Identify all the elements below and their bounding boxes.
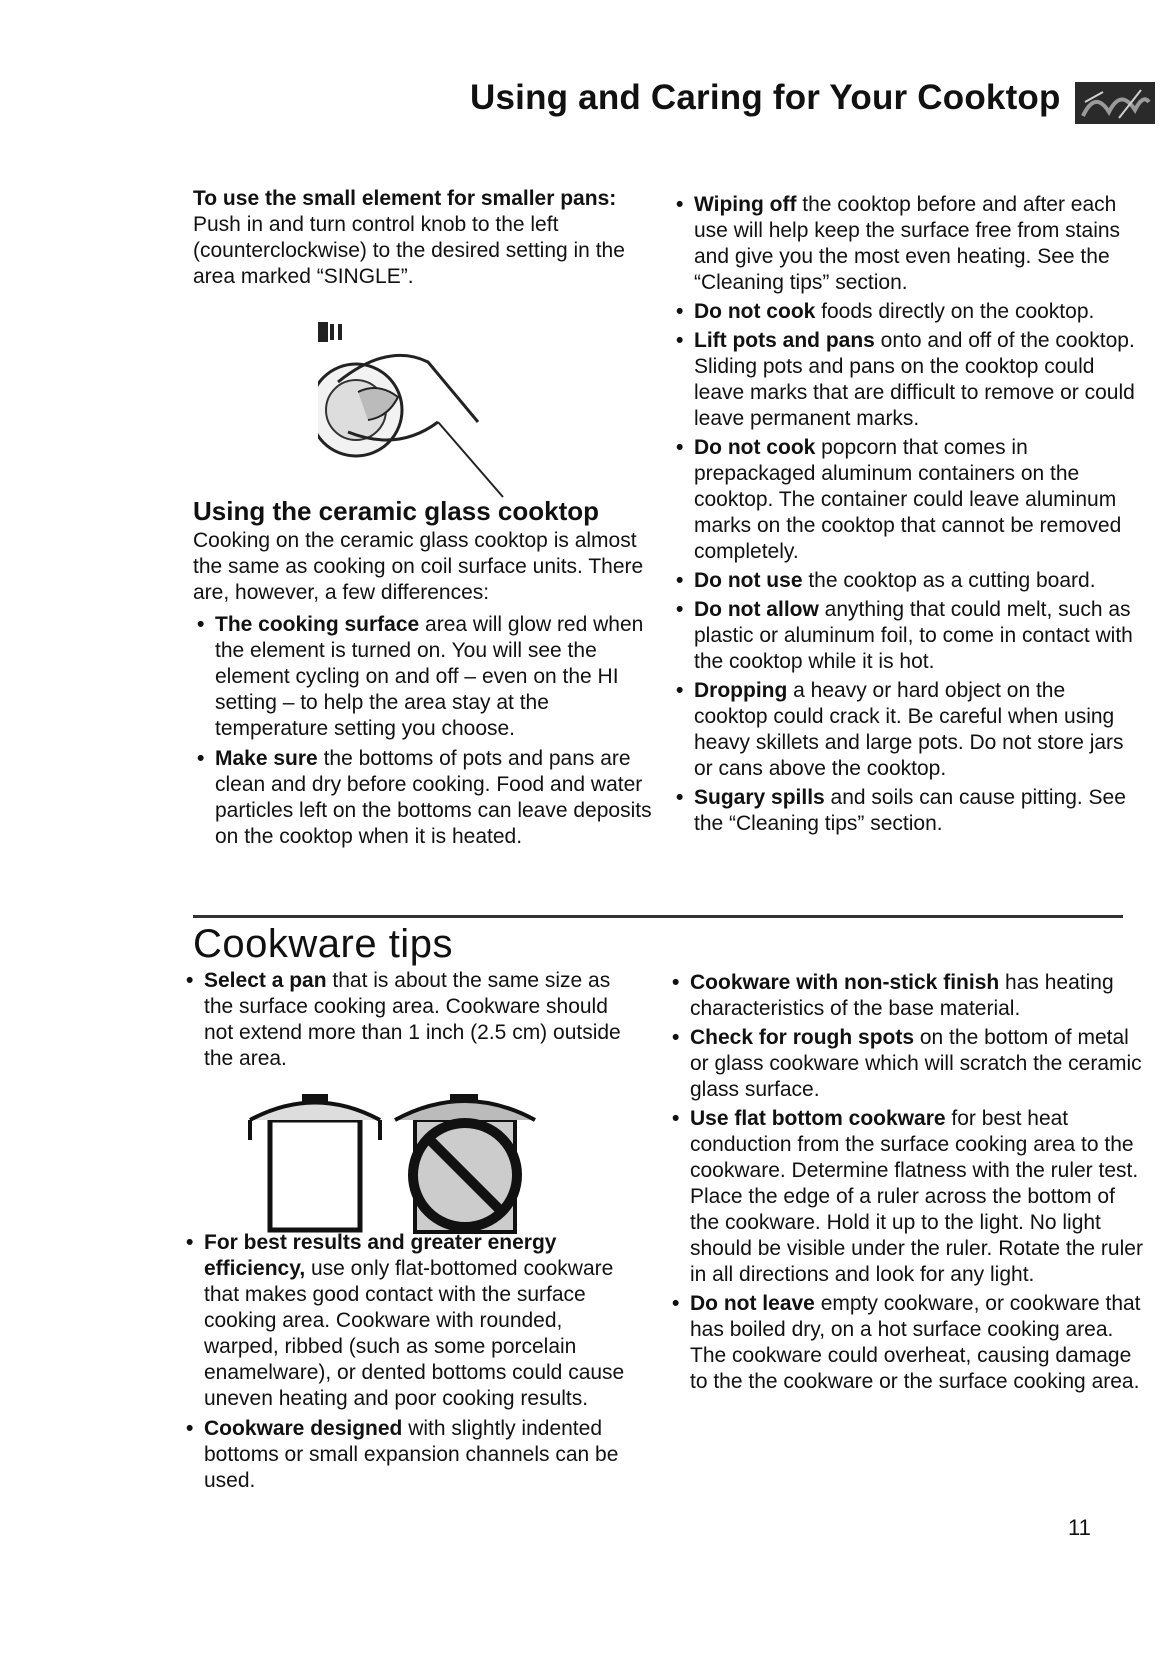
- list-item: • Dropping a heavy or hard object on the cooktop could crack it. Be careful when using heavy skillets and large pots. Do not store jars or cans above the cooktop.: [672, 678, 1142, 782]
- list-item: • Do not cook foods directly on the cooktop.: [672, 299, 1142, 325]
- list-item: • Check for rough spots on the bottom of metal or glass cookware which will scratch the ceramic glass surface.: [668, 1025, 1143, 1103]
- list-item: • Make sure the bottoms of pots and pans are clean and dry before cooking. Food and water particles left on the bottoms can leave deposits on the cooktop when it is heated.: [193, 746, 653, 850]
- list-item: • Cookware with non-stick finish has heating characteristics of the base material.: [668, 970, 1143, 1022]
- list-item: • The cooking surface area will glow red when the element is turned on. You will see the element cycling on and off – even on the HI setting – to help the area stay at the temperature setting you choose.: [193, 612, 653, 742]
- small-element-section: [193, 186, 648, 290]
- cookware-tips-right: [668, 970, 1143, 1398]
- list-item: • Wiping off the cooktop before and after each use will help keep the surface free from stains and give you the most even heating. See the “Cleaning tips” section.: [672, 192, 1142, 296]
- list-item: • For best results and greater energy efficiency, use only flat-bottomed cookware that makes good contact with the surface cooking area. Cookware with rounded, warped, ribbed (such as some porcelain enamelware), or dented bottoms could cause uneven heating and poor cooking results.: [182, 1230, 642, 1412]
- page-title: Using and Caring for Your Cooktop: [470, 78, 1061, 117]
- list-item: • Do not cook popcorn that comes in prepackaged aluminum containers on the cooktop. The container could leave aluminum marks on the cooktop that cannot be removed completely.: [672, 435, 1142, 565]
- control-knob-illustration: [318, 322, 518, 500]
- list-item: • Lift pots and pans onto and off of the cooktop. Sliding pots and pans on the cooktop could leave marks that are difficult to remove or could leave permanent marks.: [672, 328, 1142, 432]
- list-item: • Do not leave empty cookware, or cookware that has boiled dry, on a hot surface cooking area. The cookware could overheat, causing damage to the the cookware or the surface cooking area.: [668, 1291, 1143, 1395]
- list-item: • Sugary spills and soils can cause pitting. See the “Cleaning tips” section.: [672, 785, 1142, 837]
- cookware-size-illustration: [240, 1090, 550, 1240]
- small-element-heading: To use the small element for smaller pans:: [193, 187, 617, 210]
- cookware-tips-left-top: [182, 968, 642, 1076]
- list-item: • Use flat bottom cookware for best heat conduction from the surface cooking area to the cookware. Determine flatness with the ruler test. Place the edge of a ruler across the bottom of the cookware. Hold it up to the light. No light should be visible under the ruler. Rotate the ruler in all directions and look for any light.: [668, 1106, 1143, 1288]
- ceramic-glass-section: [193, 498, 653, 854]
- ceramic-intro: Cooking on the ceramic glass cooktop is almost the same as cooking on coil surface units. There are, however, a few differences:: [193, 529, 644, 604]
- page-number: 11: [1068, 1515, 1091, 1540]
- list-item: • Select a pan that is about the same size as the surface cooking area. Cookware should not extend more than 1 inch (2.5 cm) outside the area.: [182, 968, 642, 1072]
- cookware-tips-title: Cookware tips: [193, 922, 453, 966]
- section-divider: [193, 915, 1123, 918]
- list-item: • Do not allow anything that could melt, such as plastic or aluminum foil, to come in contact with the cooktop while it is hot.: [672, 597, 1142, 675]
- small-element-text: Push in and turn control knob to the left (counterclockwise) to the desired setting in the area marked “SINGLE”.: [193, 213, 625, 288]
- cooktop-care-list: [672, 192, 1142, 840]
- list-item: • Do not use the cooktop as a cutting board.: [672, 568, 1142, 594]
- ceramic-heading: Using the ceramic glass cooktop: [193, 496, 600, 526]
- list-item: • Cookware designed with slightly indented bottoms or small expansion channels can be used.: [182, 1416, 642, 1494]
- cookware-tips-left-bottom: [182, 1230, 642, 1498]
- cooktop-section-icon: [1075, 82, 1155, 124]
